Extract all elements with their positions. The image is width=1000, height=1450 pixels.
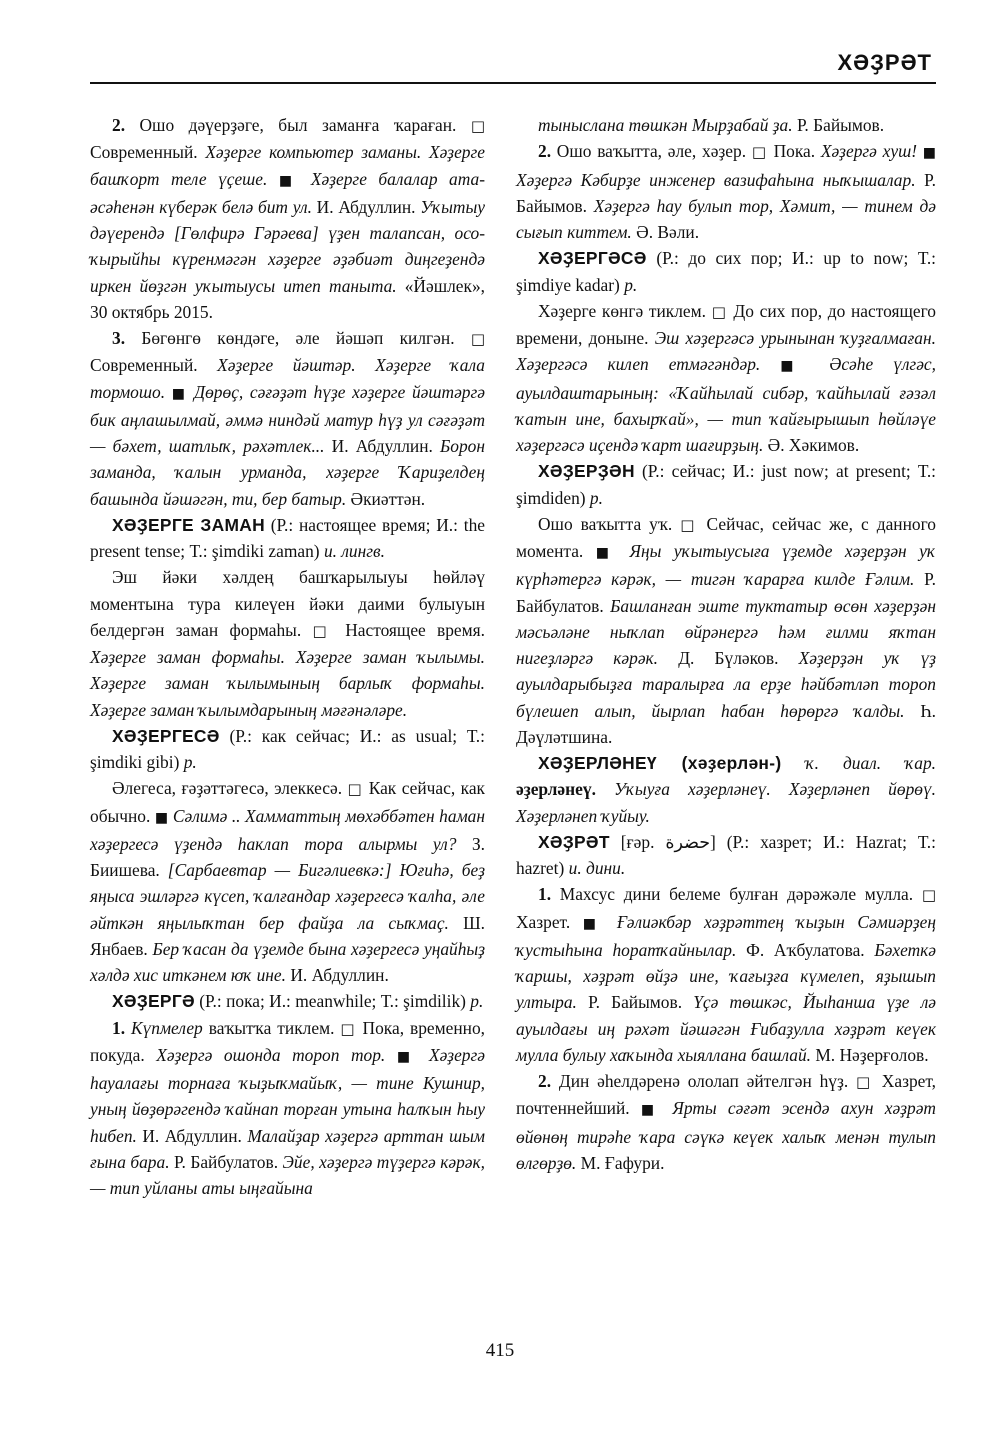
black-square-marker-icon: ■ (640, 1102, 673, 1119)
italic-text: Эш хәҙергәсә урынынан ҡуҙғалмаған. Хәҙергәсә килеп етмәгәндәр. (516, 328, 936, 375)
headword: ХӘҘЕРГЕСӘ (112, 725, 220, 746)
dictionary-paragraph (90, 988, 485, 1014)
black-square-marker-icon: ■ (278, 172, 311, 189)
italic-text: Хәҙергә хуш! (820, 141, 923, 162)
italic-text: Уҡытыу дәүерендә [Гөлфирә Гәрәева] үҙен талапсан, осо-ҡырыйһы күренмәгән хәҙерге әҙәбиәт диңгеҙендә иркен йөҙгән уҡытыусы итеп таныта. (90, 196, 485, 296)
dictionary-paragraph (90, 1015, 485, 1202)
right-column (516, 112, 936, 1176)
dictionary-paragraph (516, 112, 936, 138)
sense-number: 2. (538, 141, 557, 162)
text-run: До сих пор, до настоящего времени, доныне. (516, 300, 936, 348)
black-square-marker-icon: ■ (154, 809, 173, 826)
italic-text: р. (470, 991, 484, 1012)
sense-number: 1. (538, 884, 560, 905)
text-run: Хазрет. (516, 911, 583, 932)
text-run: Әлегеса, ғәҙәттәгесә, элеккесә. (112, 778, 348, 799)
text-run: (Р.: до сих пор; И.: up to now; Т.: şimdiye kadar) (516, 248, 936, 295)
italic-text: ҡ. диал. ҡар. (805, 753, 936, 773)
text-run: Пока. (773, 141, 821, 162)
running-head: ХӘҘРӘТ (837, 50, 932, 75)
italic-text: Борон заманда, ҡалын урманда, хәҙерге Ҡариҙелдең башында йәшәгән, ти, бер батыр. (90, 436, 486, 509)
italic-text: [Сарбаевтар — Бигәлиевкә:] Юғиһә, беҙ яңыса эшләргә күсеп, ҡалғандар хәҙергесә ҡалһа, әле әйткән яңылыҡтан бер файҙа ла сыҡмаҫ. (90, 860, 485, 933)
headword: ХӘҘЕРГӘСӘ (538, 248, 647, 269)
dictionary-paragraph (516, 298, 936, 459)
text-run: Современный. (90, 142, 206, 163)
headword: ХӘҘЕРЛӘНЕҮ (хәҙерлән-) (538, 753, 782, 773)
sense-number: 2. (112, 115, 140, 135)
dictionary-paragraph (516, 245, 936, 298)
sense-number: 3. (112, 328, 142, 348)
italic-text: и. лингв. (323, 541, 385, 561)
text-run: Һ. Дәүләтшина. (516, 700, 936, 747)
italic-text: Үҫә төшкәс, Йыһанша үҙе лә ауылдағы иң рәхәт йәшәгән Ғибаҙулла хәҙрәт кеүек мулла булыу хаҡында хыяллана башлай. (516, 992, 937, 1065)
left-column (90, 112, 485, 1201)
square-marker-icon: □ (470, 330, 486, 348)
italic-text: Хәҙерге заман формаһы. Хәҙерге заман ҡылымы. Хәҙерге заман ҡылымының барлыҡ формаһы. Хәҙерге заман ҡылымдарының мәғәнәләре. (90, 647, 485, 720)
black-square-marker-icon: ■ (780, 358, 830, 375)
italic-text: Хәҙерге балалар ата-әсәһенән күберәк белә бит ул. (90, 168, 485, 217)
text-run: Р. Байымов. (516, 169, 936, 216)
text-run: З. Биишева. (90, 833, 485, 880)
dictionary-paragraph (516, 458, 936, 511)
italic-text: Ярты сәғәт эсендә ахун хәҙрәт өйөнөң тирәһе ҡара сәүкә кеүек халыҡ менән тулып өлгөрҙө. (516, 1098, 936, 1173)
text-run: [ғәр. حضرة] (Р.: хазрет; И.: Hazrat; Т.: hazret) (516, 831, 936, 878)
italic-text: р. (183, 752, 197, 772)
dictionary-paragraph (90, 564, 485, 723)
dictionary-paragraph (516, 1068, 936, 1176)
text-run: Хазрет, почтеннейший. (516, 1071, 936, 1119)
italic-text: Эйе, хәҙергә түҙергә кәрәк, — тип уйланы аты ыңғайына (90, 1151, 485, 1198)
italic-text: Хәҙергә ошонда тороп тор. (156, 1044, 397, 1065)
black-square-marker-icon: ■ (922, 145, 936, 162)
text-run: ваҡытҡа тиклем. (208, 1017, 341, 1038)
text-run: М. Ғафури. (580, 1152, 665, 1173)
square-marker-icon: □ (855, 1073, 882, 1091)
headword: ХӘҘЕРГӘ (112, 991, 195, 1012)
text-run: (Р.: как сейчас; И.: as usual; Т.: şimdiki gibi) (90, 725, 485, 772)
text-run: Р. Байбулатов. (174, 1151, 283, 1172)
square-marker-icon: □ (340, 1019, 363, 1038)
text-run: Бөгөнгө көндәге, әле йәшәп килгән. (141, 328, 471, 348)
text-run: «Йәшлек», 30 октябрь 2015. (90, 275, 485, 322)
dictionary-paragraph (516, 138, 936, 245)
text-run: Ф. Аҡбулатова. (746, 939, 875, 960)
dictionary-paragraph (516, 511, 936, 750)
text-run: (Р.: сейчас; И.: just now; at present; Т.: şimdiden) (516, 461, 936, 508)
text-run: Дин әһелдәренә ололап әйтелгән һүҙ. (558, 1071, 856, 1091)
dictionary-paragraph (90, 112, 485, 325)
headword: ХӘҘЕРГЕ ЗАМАН (112, 514, 265, 535)
text-run: Махсус дини белеме булған дәрәжәле мулла. (559, 884, 922, 905)
text-run: Р. Байымов. (796, 115, 885, 135)
italic-text: Хәҙергә һауалағы торнаға ҡыҙыҡмайыҡ, — тине Кушнир, уның йөҙөрәгендә ҡайнап торған утына һалҡын һыу һибеп. (90, 1044, 485, 1146)
text-run: (Р.: пока; И.: meanwhile; Т.: şimdilik) (194, 991, 471, 1012)
header-rule (90, 82, 936, 84)
italic-text: Хәҙергә Кәбирҙе инженер вазифаһына ныҡышалар. (516, 169, 925, 190)
italic-text: Әсәһе үлгәс, ауылдаштарының: «Ҡайһылай сибәр, ҡайһылай ғәзәл ҡатын ине, бахырҡай», — тип ҡайғырышып һөйләүе хәҙергәсә иҫендә ҡарт шағирҙың. (516, 354, 937, 455)
page-number: 415 (485, 1340, 515, 1361)
black-square-marker-icon: ■ (582, 915, 617, 932)
italic-text: Бер ҡасан да үҙемде бына хәҙергесә уңайһыҙ хәлдә хис иткәнем юҡ ине. (90, 938, 485, 985)
text-run: Как сейчас, как обычно. (90, 778, 485, 826)
text-run: Әкиәттән. (350, 488, 426, 509)
headword: ХӘҘЕРҘӘН (538, 461, 635, 482)
text-run: Современный. (90, 355, 218, 376)
text-run: Ә. Вәли. (636, 222, 700, 242)
italic-text: Ғәлиәкбәр хәҙрәттең ҡыҙын Сәмиәрҙең ҡустыһына һоратҡайнылар. (516, 911, 936, 960)
sense-number: 2. (538, 1071, 559, 1091)
dictionary-paragraph (90, 723, 485, 776)
text-run: Ошо ваҡытта уҡ. (538, 513, 681, 534)
italic-text: Башланған эште туктатыр өсөн хәҙерҙән мәсьәләне ныҡлап өйрәнергә һәм ғилми яҡтан нигеҙләргә кәрәк. (516, 595, 936, 668)
text-run: Ш. Янбаев. (90, 912, 485, 959)
italic-text: Сәлимә .. Хамматтың мөхәббәтен һаман хәҙергесә үҙендә һаклап тора алырмы ул? (90, 805, 485, 854)
text-run: (Р.: настоящее время; И.: the present tense; Т.: şimdiki zaman) (90, 514, 485, 561)
black-square-marker-icon: ■ (171, 385, 195, 402)
text-run: И. Абдуллин. (316, 196, 421, 217)
italic-text: Хәҙерге компьютер заманы. Хәҙерге башҡорт теле үҫеше. (90, 142, 485, 189)
square-marker-icon: □ (711, 302, 734, 321)
text-run: Д. Бүләков. (678, 648, 799, 668)
text-run: Ә. Хәкимов. (767, 435, 860, 455)
square-marker-icon: □ (347, 780, 369, 799)
headword: ХӘҘРӘТ (538, 831, 610, 852)
dictionary-paragraph (90, 775, 485, 988)
dictionary-paragraph (90, 325, 485, 512)
italic-text: Уҡыуға хәҙерләнеү. Хәҙерләнеп йөрөү. Хәҙерләнеп ҡуйыу. (516, 779, 936, 826)
italic-text: Малайҙар хәҙергә арттан шым ғына бара. (90, 1125, 485, 1172)
text-run (781, 753, 805, 773)
italic-text: Хәҙерҙән уҡ үҙ ауылдарыбыҙға таралырға ла ерҙе һәйбәтләп тороп бүлешеп алып, йырлап һабан һөрөргә ҡалды. (516, 648, 936, 721)
dictionary-paragraph (516, 881, 936, 1068)
italic-text: р. (624, 274, 638, 295)
italic-text: р. (589, 487, 603, 508)
text-run: Эш йәки хәлдең башҡарылыуы һөйләү моментына тура килеүен йәки даими булыуын белдергән заман формаһы. (90, 567, 485, 640)
text-run: Р. Байбулатов. (516, 569, 936, 616)
text-run: Настоящее время. (345, 619, 485, 640)
text-run: И. Абдуллин. (142, 1125, 248, 1146)
text-run: Ошо дәүерҙәге, был заманға ҡараған. (139, 115, 471, 135)
square-marker-icon: □ (751, 143, 774, 162)
text-run: Пока, временно, покуда. (90, 1017, 485, 1065)
italic-text: Хәҙерге йәштәр. Хәҙерге ҡала тормошо. (90, 355, 485, 402)
italic-text: Хәҙергә һау булып тор, Хәмит, — тинем дә сығып киттем. (516, 195, 936, 242)
text-run: Ошо ваҡытта, әле, хәҙер. (556, 141, 752, 162)
italic-text: Бәхеткә ҡаршы, хәҙрәт өйҙә ине, ҡағыҙға күмелеп, яҙышып ултыра. (516, 939, 936, 1013)
text-run: И. Абдуллин. (331, 436, 441, 456)
square-marker-icon: □ (680, 515, 707, 534)
dictionary-paragraph (516, 829, 936, 882)
italic-text: Күпмелер (131, 1017, 209, 1038)
text-run: И. Абдуллин. (290, 965, 389, 985)
dictionary-paragraph (90, 512, 485, 565)
text-run: Р. Байымов. (588, 992, 694, 1013)
square-marker-icon: □ (312, 621, 346, 640)
square-marker-icon: □ (921, 886, 936, 905)
italic-text: тыныслана төшкән Мырҙабай ҙа. (538, 115, 797, 135)
italic-text: Яңы уҡытыусыға үҙемде хәҙерҙән уҡ күрһәтергә кәрәк, — тигән ҡарарға килде Ғәлим. (516, 541, 936, 590)
dictionary-paragraph (516, 750, 936, 829)
text-run: Сейчас, сейчас же, с данного момента. (516, 513, 937, 561)
sense-number: 1. (112, 1017, 131, 1038)
text-run: М. Нәҙерғолов. (815, 1044, 929, 1065)
sense-number: әҙерләнеү. (516, 779, 615, 800)
italic-text: и. дини. (568, 858, 626, 878)
square-marker-icon: □ (470, 117, 485, 135)
text-run: Хәҙерге көнгә тиклем. (538, 300, 712, 321)
italic-text: Дөрөҫ, сәғәҙәт һүҙе хәҙерге йәштәргә бик аңлашылмай, әммә ниндәй матур һүҙ ул сәғәҙәт — бәхет, шатлыҡ, рәхәтлек... (90, 381, 485, 456)
black-square-marker-icon: ■ (595, 545, 630, 561)
black-square-marker-icon: ■ (396, 1048, 429, 1065)
